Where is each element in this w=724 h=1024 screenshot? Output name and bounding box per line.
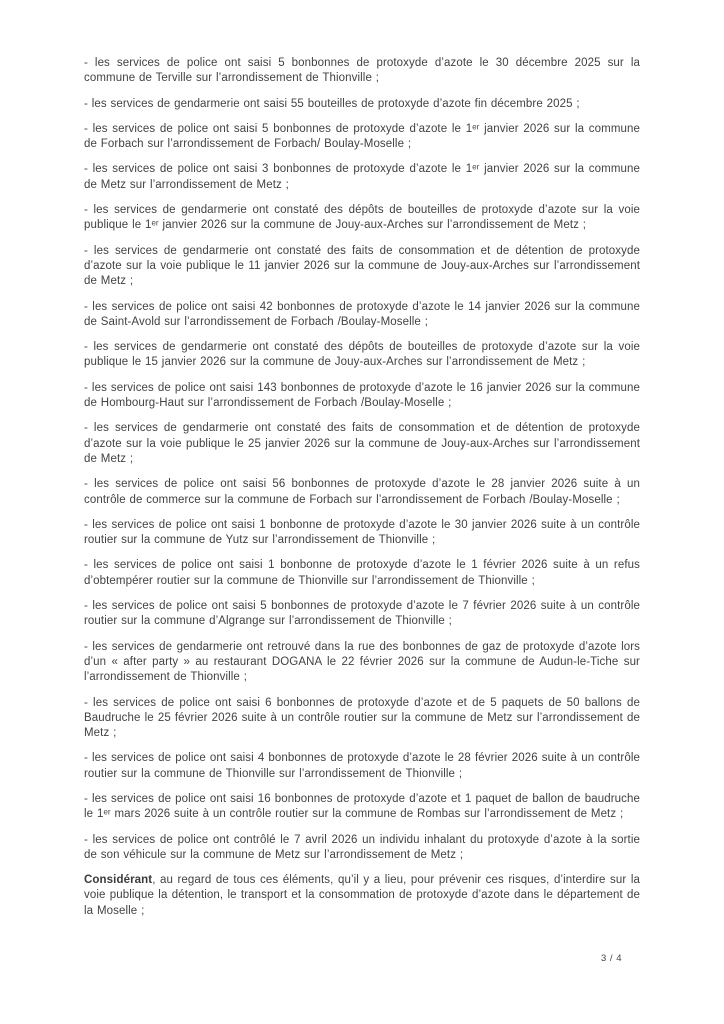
body-paragraph: - les services de gendarmerie ont constaté des faits de consommation et de détention de protoxyde d’azote sur la voie publique le 11 janvier 2026 sur la commune de Jouy-aux-Arches sur l’arrondissement de Metz ;: [84, 244, 640, 288]
body-paragraph: - les services de gendarmerie ont constaté des dépôts de bouteilles de protoxyde d’azote sur la voie publique le 1ᵉʳ janvier 2026 sur la commune de Jouy-aux-Arches sur l’arrondissement de Metz ;: [84, 204, 640, 232]
body-paragraph: - les services de gendarmerie ont retrouvé dans la rue des bonbonnes de gaz de protoxyde d’azote lors d’un « after party » au restaurant DOGANA le 22 février 2026 sur la commune de Audun-le-Tiche sur l’arrondissement de Thionville ;: [84, 640, 640, 684]
page-number: 3 / 4: [601, 953, 622, 964]
document-body: [84, 56, 640, 929]
body-paragraph: - les services de police ont saisi 4 bonbonnes de protoxyde d’azote le 28 février 2026 suite à un contrôle routier sur la commune de Thionville sur l’arrondissement de Thionville ;: [84, 752, 640, 780]
considerant-paragraph: [84, 873, 640, 919]
body-paragraph: - les services de police ont saisi 16 bonbonnes de protoxyde d’azote et 1 paquet de ballon de baudruche le 1ᵉʳ mars 2026 suite à un contrôle routier sur la commune de Rombas sur l’arrondissement de Metz ;: [84, 792, 640, 821]
body-paragraph: - les services de gendarmerie ont saisi 55 bouteilles de protoxyde d’azote fin décembre 2025 ;: [84, 97, 580, 110]
body-paragraph: - les services de police ont saisi 5 bonbonnes de protoxyde d’azote le 7 février 2026 suite à un contrôle routier sur la commune d’Algrange sur l’arrondissement de Thionville ;: [84, 600, 640, 628]
body-paragraph: - les services de police ont saisi 5 bonbonnes de protoxyde d’azote le 30 décembre 2025 sur la commune de Terville sur l’arrondissement de Thionville ;: [84, 57, 640, 85]
body-paragraph: - les services de police ont saisi 143 bonbonnes de protoxyde d’azote le 16 janvier 2026 sur la commune de Hombourg-Haut sur l’arrondissement de Forbach /Boulay-Moselle ;: [84, 381, 640, 410]
body-paragraph: - les services de police ont saisi 1 bonbonne de protoxyde d’azote le 30 janvier 2026 suite à un contrôle routier sur la commune de Yutz sur l’arrondissement de Thionville ;: [84, 518, 640, 547]
considerant-keyword: Considérant: [84, 874, 153, 887]
considerant-text: , au regard de tous ces éléments, qu’il y a lieu, pour prévenir ces risques, d’interdire sur la voie publique la détention, le transport et la consommation de protoxyde d’azote dans le département de la Moselle ;: [84, 874, 640, 917]
body-paragraph: - les services de gendarmerie ont constaté des faits de consommation et de détention de protoxyde d’azote sur la voie publique le 25 janvier 2026 sur la commune de Jouy-aux-Arches sur l’arrondissement de Metz ;: [84, 422, 640, 465]
body-paragraph: - les services de police ont saisi 6 bonbonnes de protoxyde d’azote et de 5 paquets de 50 ballons de Baudruche le 25 février 2026 suite à un contrôle routier sur la commune de Metz sur l’arrondissement de Metz ;: [84, 696, 640, 740]
body-paragraph: - les services de police ont saisi 5 bonbonnes de protoxyde d’azote le 1ᵉʳ janvier 2026 sur la commune de Forbach sur l’arrondissement de Forbach/ Boulay-Moselle ;: [84, 122, 640, 151]
body-paragraph: - les services de police ont contrôlé le 7 avril 2026 un individu inhalant du protoxyde d’azote à la sortie de son véhicule sur la commune de Metz sur l’arrondissement de Metz ;: [84, 833, 640, 861]
body-paragraph: - les services de police ont saisi 56 bonbonnes de protoxyde d’azote le 28 janvier 2026 suite à un contrôle de commerce sur la commune de Forbach sur l’arrondissement de Forbach /Boulay-Moselle ;: [84, 478, 640, 506]
seizure-list: [84, 56, 640, 863]
body-paragraph: - les services de police ont saisi 3 bonbonnes de protoxyde d’azote le 1ᵉʳ janvier 2026 sur la commune de Metz sur l’arrondissement de Metz ;: [84, 163, 640, 191]
body-paragraph: - les services de police ont saisi 1 bonbonne de protoxyde d’azote le 1 février 2026 suite à un refus d’obtempérer routier sur la commune de Thionville sur l’arrondissement de Thionville ;: [84, 559, 640, 587]
body-paragraph: - les services de police ont saisi 42 bonbonnes de protoxyde d’azote le 14 janvier 2026 sur la commune de Saint-Avold sur l’arrondissement de Forbach /Boulay-Moselle ;: [84, 300, 640, 328]
body-paragraph: - les services de gendarmerie ont constaté des dépôts de bouteilles de protoxyde d’azote sur la voie publique le 15 janvier 2026 sur la commune de Jouy-aux-Arches sur l’arrondissement de Metz ;: [84, 341, 640, 369]
